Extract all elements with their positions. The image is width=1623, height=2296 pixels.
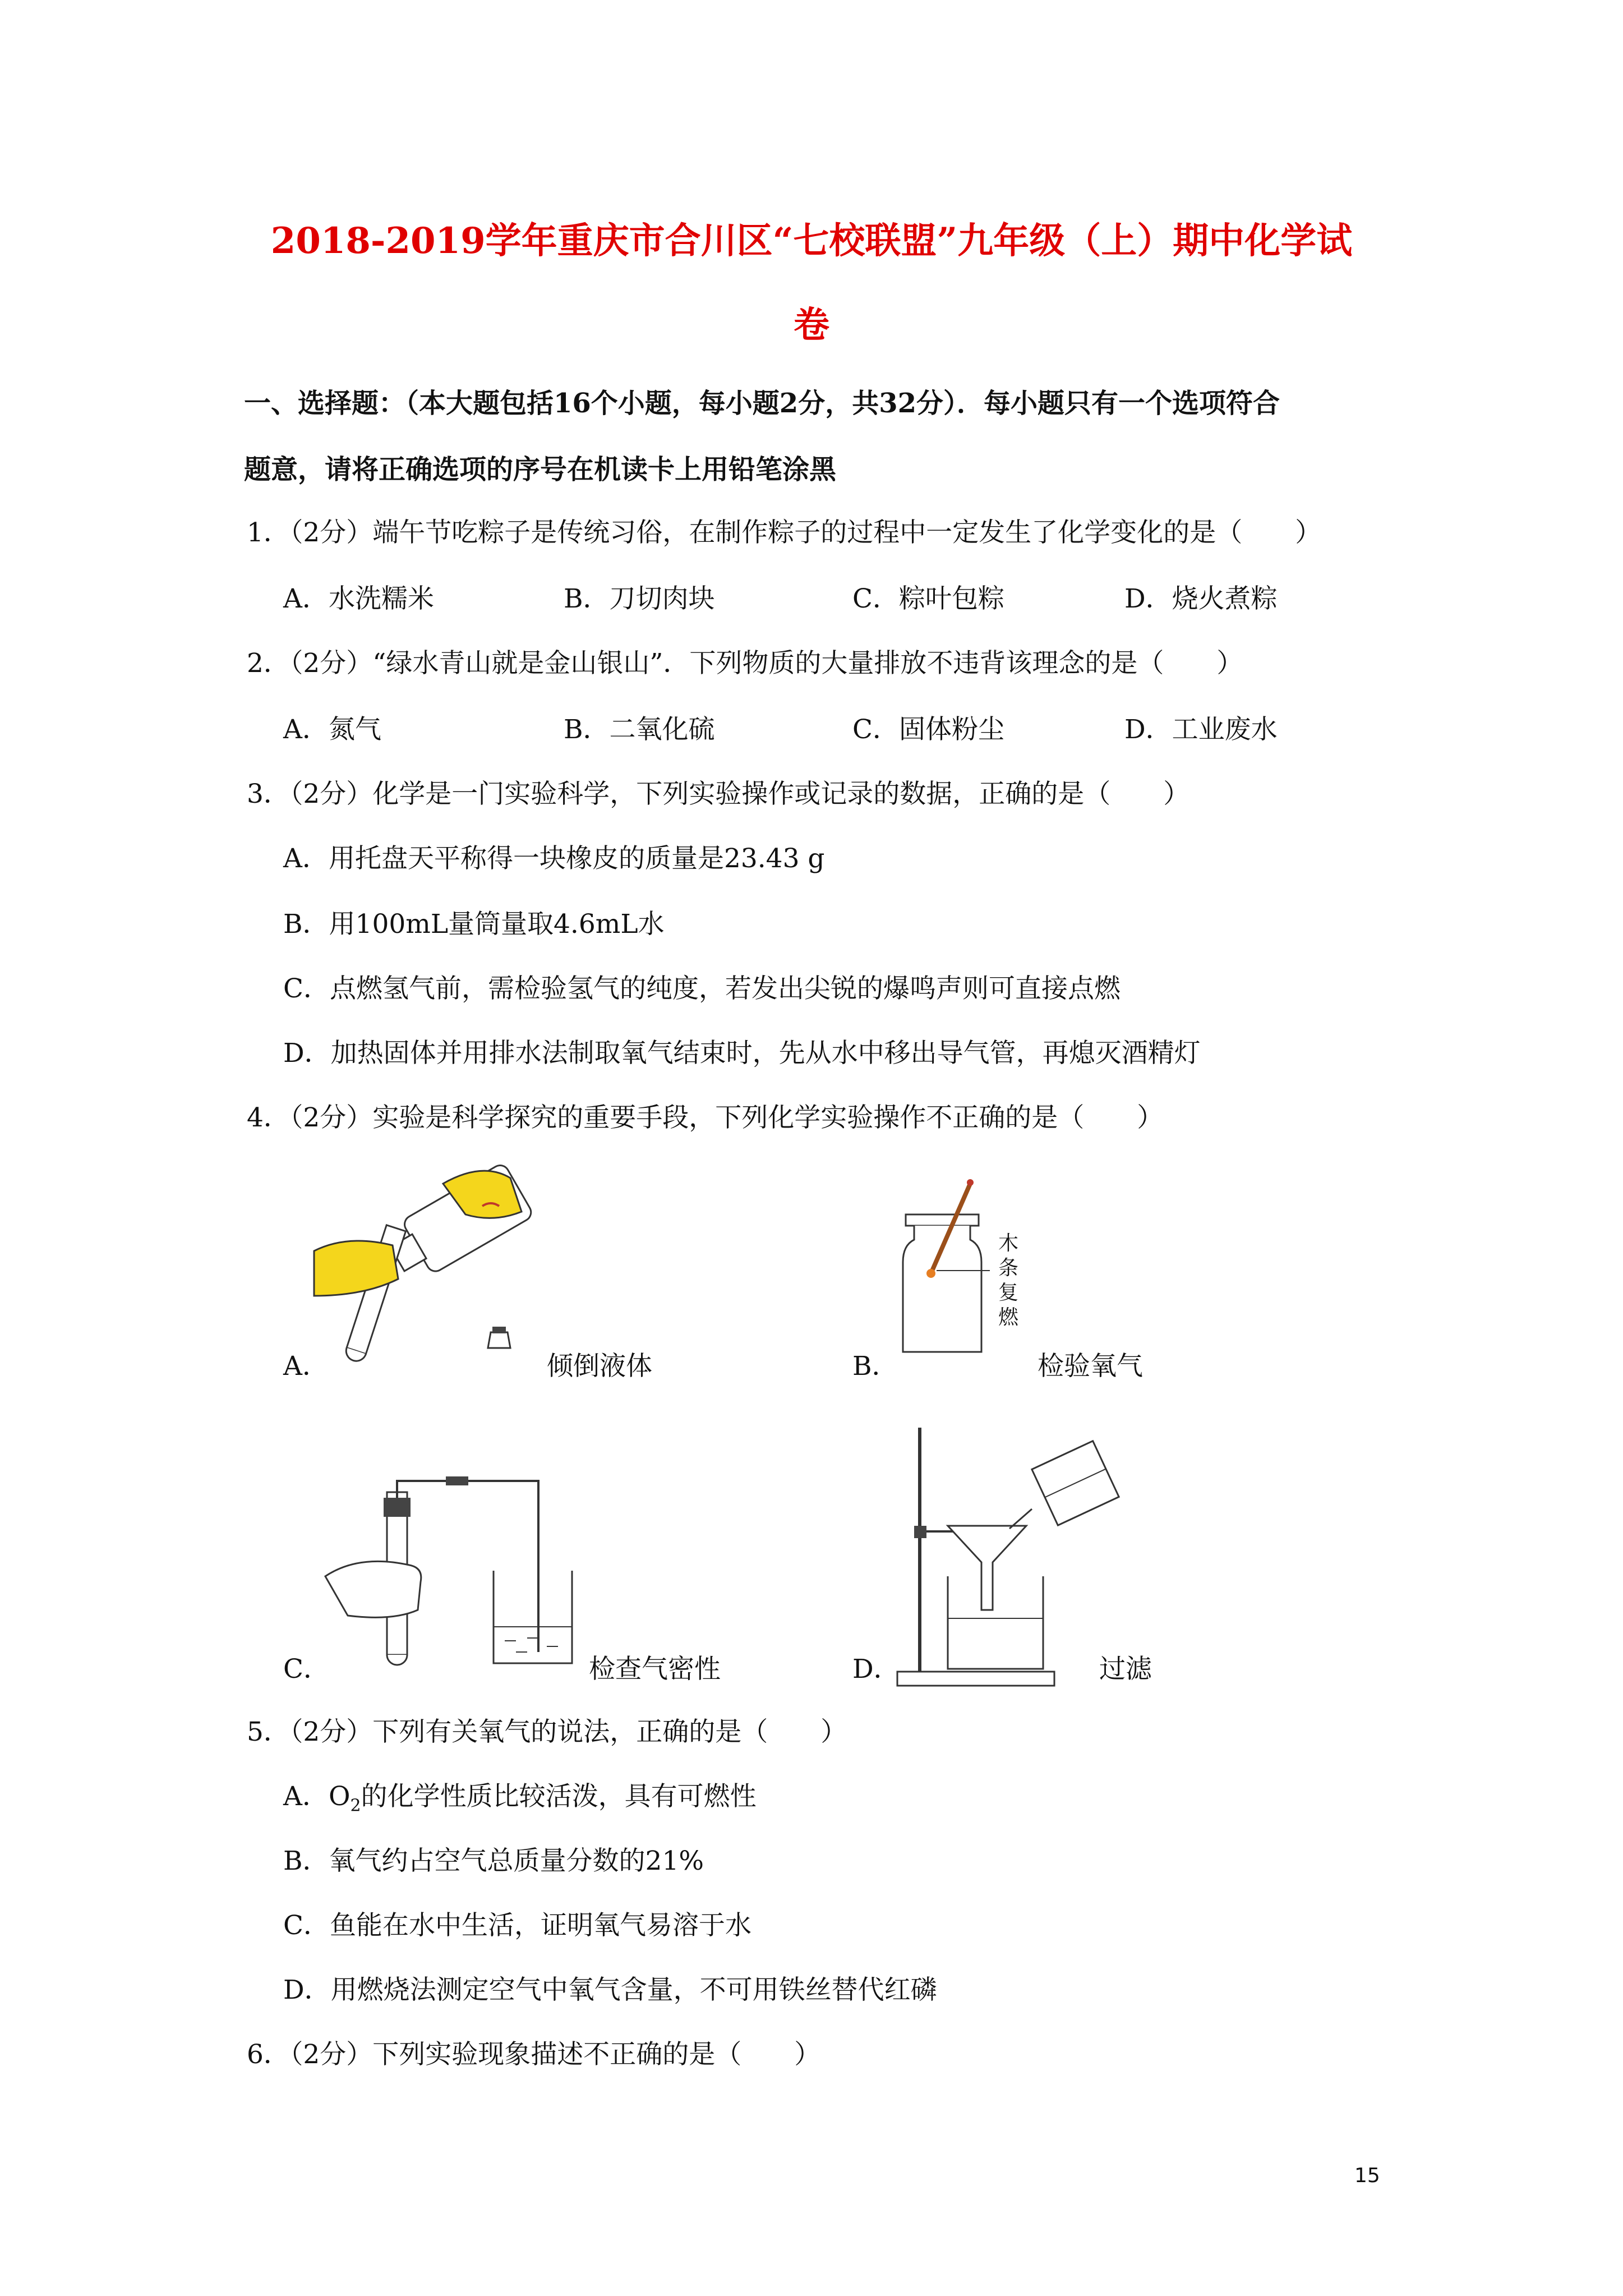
page-title-line2: 卷 — [794, 304, 829, 346]
question-4-option-b-letter: B． — [852, 1351, 898, 1382]
question-5-option-a-subscript: 2 — [350, 1796, 361, 1816]
question-4-option-b-caption: 检验氧气 — [1038, 1351, 1143, 1382]
question-5-stem: 5．（2分）下列有关氧气的说法，正确的是（ ） — [247, 1717, 847, 1747]
figure-filtration — [897, 1425, 1133, 1688]
question-6-stem: 6．（2分）下列实验现象描述不正确的是（ ） — [247, 2039, 821, 2070]
question-5-option-a-prefix: A．O — [283, 1781, 351, 1812]
question-4-option-c-caption: 检查气密性 — [589, 1654, 721, 1685]
section-heading-line1: 一、选择题：（本大题包括16个小题，每小题2分，共32分）．每小题只有一个选项符合 — [244, 388, 1280, 419]
figure-b-label — [998, 1231, 1021, 1330]
question-3-option-c: C．点燃氢气前，需检验氢气的纯度，若发出尖锐的爆鸣声则可直接点燃 — [283, 973, 1121, 1004]
section-heading-line2: 题意，请将正确选项的序号在机读卡上用铅笔涂黑 — [244, 454, 837, 485]
question-1-stem: 1．（2分）端午节吃粽子是传统习俗，在制作粽子的过程中一定发生了化学变化的是（ ） — [247, 517, 1322, 548]
page-number: 15 — [1354, 2164, 1380, 2187]
question-4-option-d-letter: D． — [852, 1654, 900, 1685]
question-4-stem: 4．（2分）实验是科学探究的重要手段，下列化学实验操作不正确的是（ ） — [247, 1102, 1164, 1133]
page-title-line1: 2018-2019学年重庆市合川区“七校联盟”九年级（上）期中化学试 — [270, 220, 1353, 262]
question-4-option-a-caption: 倾倒液体 — [547, 1351, 652, 1382]
question-5-option-c: C．鱼能在水中生活，证明氧气易溶于水 — [283, 1910, 751, 1941]
figure-b-label-char: 条 — [998, 1257, 1019, 1280]
figure-pouring-liquid — [314, 1161, 550, 1374]
question-1-option-b: B．刀切肉块 — [564, 583, 715, 614]
question-5-option-b: B．氧气约占空气总质量分数的21% — [283, 1846, 704, 1876]
question-4-option-c-letter: C． — [283, 1654, 330, 1685]
question-3-stem: 3．（2分）化学是一门实验科学，下列实验操作或记录的数据，正确的是（ ） — [247, 779, 1190, 809]
figure-b-label-char: 复 — [998, 1281, 1019, 1304]
question-5-option-a — [283, 1775, 757, 1815]
figure-b-label-char: 木 — [998, 1232, 1019, 1255]
question-1-option-c: C．粽叶包粽 — [852, 583, 1004, 614]
question-2-option-b: B．二氧化硫 — [564, 714, 715, 745]
question-4-option-d-caption: 过滤 — [1099, 1654, 1152, 1685]
figure-checking-airtightness — [325, 1470, 578, 1683]
question-3-option-d: D．加热固体并用排水法制取氧气结束时，先从水中移出导气管，再熄灭酒精灯 — [283, 1038, 1201, 1069]
question-2-option-a: A．氮气 — [283, 714, 381, 745]
question-2-stem: 2．（2分）“绿水青山就是金山银山”．下列物质的大量排放不违背该理念的是（ ） — [247, 648, 1243, 679]
figure-testing-oxygen — [897, 1167, 1009, 1358]
question-1-option-a: A．水洗糯米 — [283, 583, 434, 614]
question-5-option-d: D．用燃烧法测定空气中氧气含量，不可用铁丝替代红磷 — [283, 1975, 937, 2005]
figure-b-label-char: 燃 — [998, 1306, 1019, 1329]
question-4-option-a-letter: A． — [283, 1351, 329, 1382]
question-1-option-d: D．烧火煮粽 — [1124, 583, 1278, 614]
question-3-option-b: B．用100mL量筒量取4.6mL水 — [283, 909, 665, 940]
question-3-option-a: A．用托盘天平称得一块橡皮的质量是23.43 g — [283, 843, 825, 874]
question-5-option-a-suffix: 的化学性质比较活泼，具有可燃性 — [361, 1781, 757, 1812]
question-2-option-c: C．固体粉尘 — [852, 714, 1004, 745]
question-2-option-d: D．工业废水 — [1124, 714, 1278, 745]
